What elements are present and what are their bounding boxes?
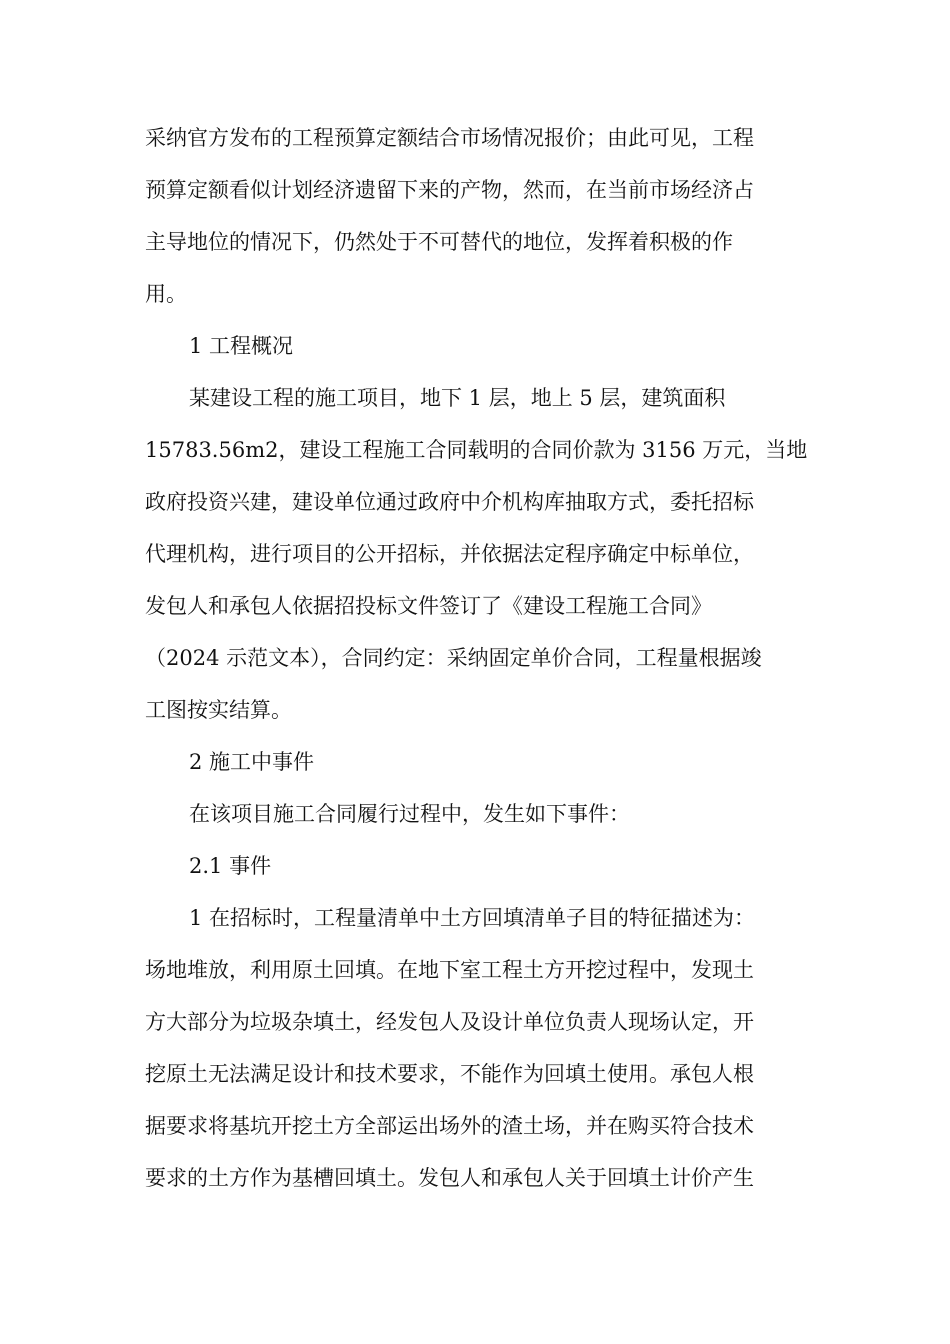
text-line: 预算定额看似计划经济遗留下来的产物，然而，在当前市场经济占 — [145, 178, 754, 202]
text-line: 工图按实结算。 — [145, 698, 292, 722]
document-body — [145, 112, 810, 1204]
text-line: 在该项目施工合同履行过程中，发生如下事件： — [189, 802, 630, 826]
section-heading: 2 施工中事件 — [189, 750, 315, 774]
text-line: 挖原土无法满足设计和技术要求，不能作为回填土使用。承包人根 — [145, 1062, 754, 1086]
text-line: 发包人和承包人依据招投标文件签订了《建设工程施工合同》 — [145, 594, 712, 618]
text-line: 方大部分为垃圾杂填土，经发包人及设计单位负责人现场认定，开 — [145, 1010, 754, 1034]
text-line: 代理机构，进行项目的公开招标，并依据法定程序确定中标单位， — [145, 542, 754, 566]
section-heading: 2.1 事件 — [189, 854, 272, 878]
text-line: 要求的土方作为基槽回填土。发包人和承包人关于回填土计价产生 — [145, 1166, 754, 1190]
text-line: （2024 示范文本），合同约定：采纳固定单价合同，工程量根据竣 — [145, 646, 762, 670]
text-line: 某建设工程的施工项目，地下 1 层，地上 5 层，建筑面积 — [189, 386, 726, 410]
text-line: 政府投资兴建，建设单位通过政府中介机构库抽取方式，委托招标 — [145, 490, 754, 514]
text-line: 采纳官方发布的工程预算定额结合市场情况报价；由此可见，工程 — [145, 126, 754, 150]
text-line: 用。 — [145, 282, 187, 306]
text-line: 主导地位的情况下，仍然处于不可替代的地位，发挥着积极的作 — [145, 230, 733, 254]
text-line: 15783.56m2，建设工程施工合同载明的合同价款为 3156 万元，当地 — [145, 438, 808, 462]
text-line: 1 在招标时，工程量清单中土方回填清单子目的特征描述为： — [189, 906, 756, 930]
text-line: 场地堆放，利用原土回填。在地下室工程土方开挖过程中，发现土 — [145, 958, 754, 982]
text-line: 据要求将基坑开挖土方全部运出场外的渣土场，并在购买符合技术 — [145, 1114, 754, 1138]
section-heading: 1 工程概况 — [189, 334, 294, 358]
